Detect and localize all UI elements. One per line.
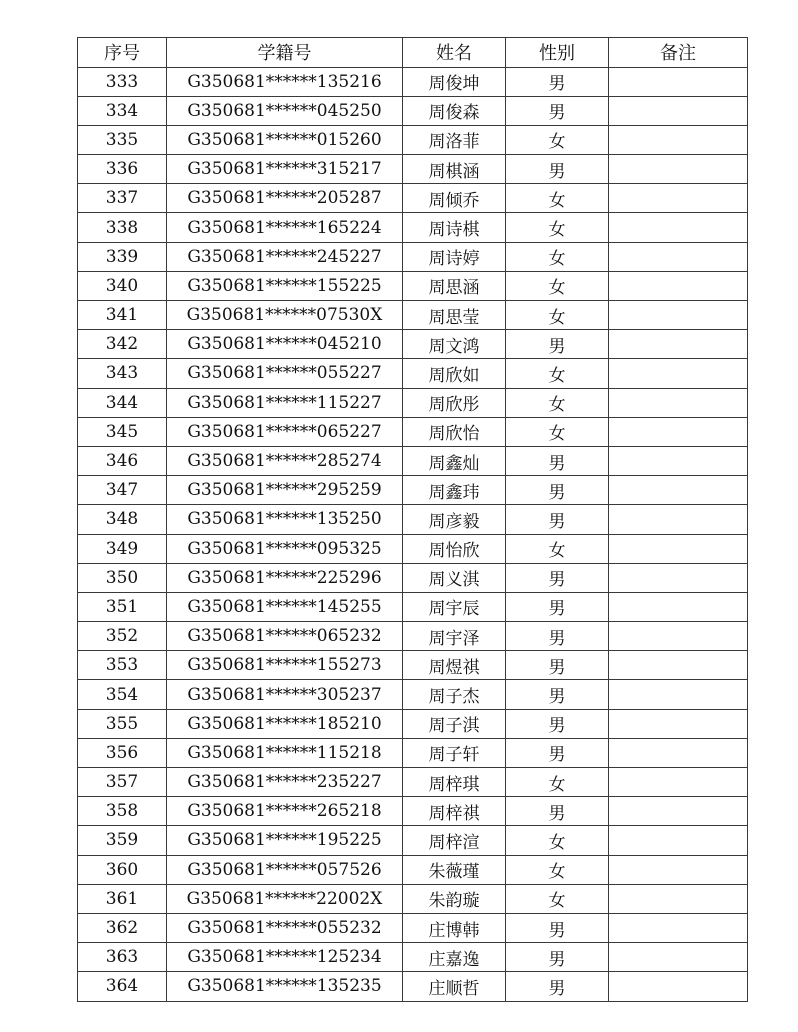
- table-row: [78, 271, 748, 300]
- table-row: [78, 417, 748, 446]
- table-row: [78, 213, 748, 242]
- table-row: [78, 943, 748, 972]
- cell-name: 周宇辰: [403, 592, 506, 621]
- cell-name: 庄嘉逸: [403, 943, 506, 972]
- header-serial-number: 序号: [78, 38, 167, 68]
- cell-remark: [609, 563, 748, 592]
- cell-gender: 男: [506, 67, 609, 96]
- cell-gender: 女: [506, 826, 609, 855]
- table-row: [78, 972, 748, 1001]
- cell-student-id: G350681******057526: [167, 855, 403, 884]
- cell-gender: 男: [506, 592, 609, 621]
- cell-remark: [609, 534, 748, 563]
- cell-remark: [609, 359, 748, 388]
- table-row: [78, 125, 748, 154]
- cell-gender: 男: [506, 680, 609, 709]
- cell-name: 周思莹: [403, 301, 506, 330]
- cell-name: 庄博韩: [403, 913, 506, 942]
- cell-serial-number: 338: [78, 213, 167, 242]
- cell-remark: [609, 271, 748, 300]
- cell-name: 周思涵: [403, 271, 506, 300]
- cell-serial-number: 357: [78, 768, 167, 797]
- cell-serial-number: 361: [78, 884, 167, 913]
- cell-name: 周彦毅: [403, 505, 506, 534]
- cell-name: 周鑫灿: [403, 446, 506, 475]
- cell-gender: 男: [506, 651, 609, 680]
- cell-serial-number: 340: [78, 271, 167, 300]
- cell-serial-number: 364: [78, 972, 167, 1001]
- student-roster-sheet: [77, 37, 748, 1002]
- cell-name: 周义淇: [403, 563, 506, 592]
- cell-remark: [609, 943, 748, 972]
- cell-gender: 男: [506, 797, 609, 826]
- table-row: [78, 67, 748, 96]
- cell-name: 周宇泽: [403, 622, 506, 651]
- cell-student-id: G350681******055227: [167, 359, 403, 388]
- cell-student-id: G350681******065227: [167, 417, 403, 446]
- table-row: [78, 592, 748, 621]
- cell-remark: [609, 913, 748, 942]
- cell-remark: [609, 96, 748, 125]
- table-row: [78, 476, 748, 505]
- cell-serial-number: 359: [78, 826, 167, 855]
- cell-remark: [609, 417, 748, 446]
- cell-name: 朱韵璇: [403, 884, 506, 913]
- cell-name: 周子轩: [403, 738, 506, 767]
- cell-student-id: G350681******245227: [167, 242, 403, 271]
- table-row: [78, 301, 748, 330]
- cell-remark: [609, 388, 748, 417]
- cell-serial-number: 360: [78, 855, 167, 884]
- table-row: [78, 797, 748, 826]
- cell-serial-number: 352: [78, 622, 167, 651]
- cell-remark: [609, 709, 748, 738]
- cell-student-id: G350681******315217: [167, 155, 403, 184]
- table-row: [78, 446, 748, 475]
- cell-remark: [609, 301, 748, 330]
- cell-remark: [609, 972, 748, 1001]
- table-row: [78, 622, 748, 651]
- table-row: [78, 768, 748, 797]
- cell-gender: 男: [506, 709, 609, 738]
- cell-gender: 女: [506, 242, 609, 271]
- table-row: [78, 651, 748, 680]
- cell-student-id: G350681******045210: [167, 330, 403, 359]
- cell-gender: 男: [506, 446, 609, 475]
- cell-serial-number: 345: [78, 417, 167, 446]
- cell-serial-number: 348: [78, 505, 167, 534]
- cell-student-id: G350681******135235: [167, 972, 403, 1001]
- cell-student-id: G350681******095325: [167, 534, 403, 563]
- table-row: [78, 738, 748, 767]
- cell-name: 周倾乔: [403, 184, 506, 213]
- table-row: [78, 155, 748, 184]
- cell-serial-number: 333: [78, 67, 167, 96]
- cell-name: 周梓渲: [403, 826, 506, 855]
- cell-gender: 男: [506, 563, 609, 592]
- table-row: [78, 359, 748, 388]
- cell-remark: [609, 651, 748, 680]
- cell-gender: 女: [506, 534, 609, 563]
- table-row: [78, 534, 748, 563]
- cell-gender: 男: [506, 505, 609, 534]
- cell-remark: [609, 446, 748, 475]
- table-row: [78, 563, 748, 592]
- cell-name: 周梓琪: [403, 768, 506, 797]
- cell-remark: [609, 855, 748, 884]
- cell-student-id: G350681******235227: [167, 768, 403, 797]
- cell-student-id: G350681******285274: [167, 446, 403, 475]
- cell-name: 周诗婷: [403, 242, 506, 271]
- cell-serial-number: 356: [78, 738, 167, 767]
- cell-name: 周梓祺: [403, 797, 506, 826]
- cell-name: 周怡欣: [403, 534, 506, 563]
- cell-name: 朱薇瑾: [403, 855, 506, 884]
- cell-student-id: G350681******295259: [167, 476, 403, 505]
- cell-gender: 男: [506, 622, 609, 651]
- cell-gender: 女: [506, 768, 609, 797]
- cell-gender: 女: [506, 855, 609, 884]
- cell-student-id: G350681******015260: [167, 125, 403, 154]
- table-row: [78, 96, 748, 125]
- cell-student-id: G350681******195225: [167, 826, 403, 855]
- cell-name: 周欣怡: [403, 417, 506, 446]
- cell-student-id: G350681******205287: [167, 184, 403, 213]
- header-remark: 备注: [609, 38, 748, 68]
- cell-gender: 男: [506, 330, 609, 359]
- cell-serial-number: 355: [78, 709, 167, 738]
- cell-remark: [609, 155, 748, 184]
- cell-name: 周俊坤: [403, 67, 506, 96]
- cell-name: 周棋涵: [403, 155, 506, 184]
- cell-gender: 男: [506, 943, 609, 972]
- cell-serial-number: 351: [78, 592, 167, 621]
- cell-student-id: G350681******045250: [167, 96, 403, 125]
- cell-name: 周俊森: [403, 96, 506, 125]
- cell-remark: [609, 67, 748, 96]
- cell-name: 周欣如: [403, 359, 506, 388]
- cell-student-id: G350681******145255: [167, 592, 403, 621]
- cell-student-id: G350681******185210: [167, 709, 403, 738]
- cell-serial-number: 350: [78, 563, 167, 592]
- cell-student-id: G350681******305237: [167, 680, 403, 709]
- cell-gender: 男: [506, 913, 609, 942]
- cell-remark: [609, 826, 748, 855]
- cell-serial-number: 339: [78, 242, 167, 271]
- cell-remark: [609, 505, 748, 534]
- cell-name: 周欣彤: [403, 388, 506, 417]
- cell-serial-number: 336: [78, 155, 167, 184]
- cell-remark: [609, 184, 748, 213]
- cell-serial-number: 342: [78, 330, 167, 359]
- cell-name: 周洛菲: [403, 125, 506, 154]
- cell-serial-number: 335: [78, 125, 167, 154]
- cell-serial-number: 353: [78, 651, 167, 680]
- cell-remark: [609, 797, 748, 826]
- cell-remark: [609, 242, 748, 271]
- cell-serial-number: 349: [78, 534, 167, 563]
- cell-student-id: G350681******055232: [167, 913, 403, 942]
- cell-student-id: G350681******07530X: [167, 301, 403, 330]
- table-row: [78, 680, 748, 709]
- cell-student-id: G350681******135250: [167, 505, 403, 534]
- cell-student-id: G350681******225296: [167, 563, 403, 592]
- cell-remark: [609, 213, 748, 242]
- table-row: [78, 388, 748, 417]
- cell-gender: 女: [506, 417, 609, 446]
- cell-student-id: G350681******155273: [167, 651, 403, 680]
- cell-serial-number: 343: [78, 359, 167, 388]
- cell-gender: 女: [506, 359, 609, 388]
- table-row: [78, 242, 748, 271]
- cell-remark: [609, 884, 748, 913]
- cell-gender: 女: [506, 125, 609, 154]
- table-row: [78, 855, 748, 884]
- table-row: [78, 913, 748, 942]
- cell-serial-number: 363: [78, 943, 167, 972]
- cell-gender: 男: [506, 96, 609, 125]
- cell-gender: 男: [506, 738, 609, 767]
- cell-student-id: G350681******135216: [167, 67, 403, 96]
- cell-name: 庄顺哲: [403, 972, 506, 1001]
- cell-gender: 男: [506, 155, 609, 184]
- cell-gender: 女: [506, 884, 609, 913]
- cell-serial-number: 337: [78, 184, 167, 213]
- cell-name: 周文鸿: [403, 330, 506, 359]
- cell-remark: [609, 330, 748, 359]
- cell-remark: [609, 768, 748, 797]
- header-student-id: 学籍号: [167, 38, 403, 68]
- cell-serial-number: 334: [78, 96, 167, 125]
- table-row: [78, 709, 748, 738]
- cell-student-id: G350681******115227: [167, 388, 403, 417]
- cell-student-id: G350681******22002X: [167, 884, 403, 913]
- cell-remark: [609, 622, 748, 651]
- cell-student-id: G350681******265218: [167, 797, 403, 826]
- cell-student-id: G350681******155225: [167, 271, 403, 300]
- table-row: [78, 184, 748, 213]
- cell-student-id: G350681******125234: [167, 943, 403, 972]
- cell-name: 周诗棋: [403, 213, 506, 242]
- cell-gender: 女: [506, 301, 609, 330]
- cell-serial-number: 344: [78, 388, 167, 417]
- table-body: [78, 67, 748, 1001]
- cell-remark: [609, 125, 748, 154]
- header-gender: 性别: [506, 38, 609, 68]
- student-roster-table: [77, 37, 748, 1002]
- cell-name: 周子杰: [403, 680, 506, 709]
- cell-student-id: G350681******165224: [167, 213, 403, 242]
- table-row: [78, 505, 748, 534]
- table-row: [78, 884, 748, 913]
- cell-remark: [609, 592, 748, 621]
- cell-remark: [609, 680, 748, 709]
- cell-serial-number: 341: [78, 301, 167, 330]
- cell-serial-number: 347: [78, 476, 167, 505]
- cell-remark: [609, 476, 748, 505]
- cell-serial-number: 358: [78, 797, 167, 826]
- cell-name: 周鑫玮: [403, 476, 506, 505]
- cell-gender: 女: [506, 184, 609, 213]
- cell-student-id: G350681******115218: [167, 738, 403, 767]
- cell-serial-number: 354: [78, 680, 167, 709]
- cell-name: 周子淇: [403, 709, 506, 738]
- cell-gender: 女: [506, 213, 609, 242]
- table-row: [78, 330, 748, 359]
- cell-student-id: G350681******065232: [167, 622, 403, 651]
- header-name: 姓名: [403, 38, 506, 68]
- cell-gender: 男: [506, 972, 609, 1001]
- cell-serial-number: 346: [78, 446, 167, 475]
- cell-gender: 女: [506, 388, 609, 417]
- cell-remark: [609, 738, 748, 767]
- table-row: [78, 826, 748, 855]
- cell-gender: 女: [506, 271, 609, 300]
- cell-serial-number: 362: [78, 913, 167, 942]
- cell-gender: 男: [506, 476, 609, 505]
- table-header-row: [78, 38, 748, 68]
- cell-name: 周煜祺: [403, 651, 506, 680]
